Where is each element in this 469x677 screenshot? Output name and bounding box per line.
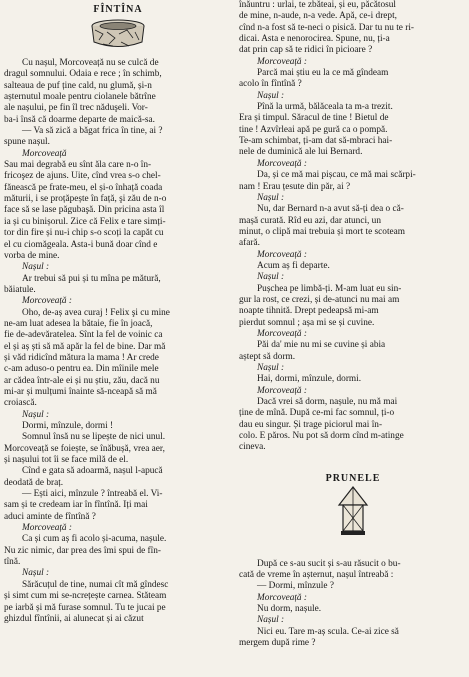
- text-line: — Va să zică a băgat frica în tine, ai ?: [22, 126, 163, 137]
- text-line: gur la rost, ce crezi, și de-atunci nu mai am: [239, 294, 400, 305]
- text-line: tine ! Azvîrleai apă pe gură ca o pompă.: [239, 124, 388, 135]
- text-line: ghizdul fîntînii, ai alunecat și ai căzut: [4, 613, 144, 624]
- speaker-label: Nașul :: [257, 272, 285, 283]
- speaker-label: Morcoveață :: [257, 385, 307, 396]
- speaker-label: Morcoveață :: [257, 56, 307, 67]
- text-line: așternutul moale pentru ciolanele bătrîne: [4, 92, 156, 103]
- speaker-label: Morcoveață :: [257, 158, 307, 169]
- text-line: c-am aduso-o pentru ea. Din mîinile mele: [4, 364, 159, 375]
- text-line: colo. E păros. Nu pot să dorm cînd m-atinge: [239, 431, 404, 442]
- speaker-label: Morcoveață :: [257, 592, 307, 603]
- text-line: ține de mînă. După ce-mi fac somnul, ți-o: [239, 408, 395, 419]
- speaker-label: Morcoveață: [22, 148, 67, 159]
- text-line: — Ești aici, mînzule ? întreabă el. Vi-: [22, 489, 163, 500]
- text-line: — Dormi, mînzule ?: [257, 581, 334, 592]
- text-line: ale nașului, pe fin îl trec năduşeli. Vor-: [4, 103, 148, 114]
- text-line: Pușchea pe limbă-ți. M-am luat eu sin-: [257, 283, 402, 294]
- text-line: aduci aminte de fîntînă ?: [4, 511, 96, 522]
- speaker-label: Nașul :: [22, 262, 50, 273]
- right-text-block-top: [239, 0, 467, 454]
- text-line: Nu, dar Bernard n-a avut să-ți dea o că-: [257, 204, 404, 215]
- text-line: ba-i însă că doarme departe de maică-sa.: [4, 114, 155, 125]
- text-line: înăuntru : urlai, te zbăteai, și eu, păcătosul: [239, 0, 396, 10]
- right-column: [239, 0, 467, 650]
- text-line: Cu nașul, Morcoveață nu se culcă de: [22, 58, 159, 68]
- text-line: fănească pe frate-meu, el și-o înhață coada: [4, 182, 163, 193]
- speaker-label: Morcoveață :: [257, 328, 307, 339]
- text-line: și simt cum mi se-ncrețește carnea. Stăteam: [4, 591, 167, 602]
- text-line: cineva.: [239, 442, 266, 453]
- text-line: Oho, de-aș avea curaj ! Felix şi cu mine: [22, 307, 170, 318]
- text-line: croiască.: [4, 398, 37, 409]
- text-line: Somnul însă nu se lipește de nici unul.: [22, 432, 166, 443]
- text-line: Nici eu. Tare m-aș scula. Ce-ai zice să: [257, 626, 399, 637]
- text-line: Nu dorm, nașule.: [257, 604, 322, 615]
- speaker-label: Nașul :: [22, 568, 50, 579]
- speaker-label: Morcoveață :: [22, 523, 72, 534]
- left-column: [4, 0, 232, 625]
- fountain-vignette-icon: [89, 16, 147, 52]
- text-line: acolo în fîntînă ?: [239, 79, 302, 90]
- speaker-label: Nașul :: [257, 615, 285, 626]
- text-line: pierdut somnul ; așa mi se și cuvine.: [239, 317, 375, 328]
- text-line: fricoşez de ajuns. Uite, cînd vrea s-o chel-: [4, 171, 161, 182]
- text-line: Dormi, mînzule, dormi !: [22, 421, 114, 431]
- text-line: Păi da' mie nu mi se cuvine și abia: [257, 340, 386, 351]
- text-line: tînă.: [4, 557, 21, 568]
- text-line: Cînd e gata să adoarmă, nașul l-apucă: [22, 466, 163, 477]
- text-line: Sau mai degrabă eu sînt ăla care n-o în-: [4, 160, 152, 171]
- text-line: nam ! Erau țesute din păr, ai ?: [239, 181, 351, 192]
- text-line: Ar trebui să pui și tu mîna pe mătură,: [22, 273, 161, 284]
- lantern-vignette-icon: [333, 485, 373, 539]
- text-line: dau eu singur. Și trage piciorul mai în-: [239, 419, 383, 430]
- speaker-label: Nașul :: [257, 192, 285, 203]
- text-line: tor din fire și nu-i chip s-o scoți la capăt cu: [4, 228, 164, 239]
- text-line: aștept să dorm.: [239, 351, 296, 362]
- speaker-label: Nașul :: [257, 363, 285, 373]
- text-line: ia și cu binișorul. Zice că Felix e tare simți-: [4, 216, 166, 227]
- text-line: Parcă mai știu eu la ce mă gîndeam: [257, 68, 389, 79]
- text-line: dicai. Asta e nenorocirea. Spune, nu, ți-a: [239, 34, 390, 45]
- text-line: afară.: [239, 238, 260, 249]
- text-line: pe iarbă și mă furase somnul. Tu te jucai pe: [4, 602, 166, 613]
- speaker-label: Morcoveață :: [257, 249, 307, 260]
- text-line: Nu zic nimic, dar prea des îmi spui de fîn-: [4, 545, 161, 556]
- text-line: Acum aș fi departe.: [257, 260, 330, 271]
- text-line: noapte tihnită. Drept pedeapsă mi-am: [239, 306, 379, 317]
- right-text-block-bottom: [239, 559, 467, 650]
- text-line: face să se lase păgubaşă. Din pricina asta îl: [4, 205, 165, 216]
- text-line: cată de vreme în așternut, nașul întreabă :: [239, 570, 394, 581]
- text-line: dat prin cap să te ridici în picioare ?: [239, 45, 373, 56]
- text-line: spune nașul.: [4, 137, 50, 148]
- left-text-block: [4, 58, 232, 625]
- text-line: Sărăcuțul de tine, numai cît mă gîndesc: [22, 579, 169, 590]
- text-line: După ce s-au sucit și s-au răsucit o bu-: [257, 558, 401, 569]
- text-line: cînd n-a fost să te-neci o pisică. Dar tu nu te ri-: [239, 22, 415, 33]
- text-line: Morcoveață se foiește, se înăbușă, vrea aer,: [4, 443, 165, 454]
- chapter-title-fintina: FÎNTÎNA: [93, 4, 143, 15]
- text-line: mergem după rime ?: [239, 638, 316, 649]
- text-line: salteaua de puf ține cald, nu glumă, și-n: [4, 80, 152, 91]
- text-line: Da, și ce mă mai pișcau, ce mă mai scărpi-: [257, 170, 416, 181]
- text-line: fie de-adevăratelea. Sînt la fel de voinic ca: [4, 330, 163, 341]
- text-line: de mine, n-aude, n-a vede. Apă, ce-i drept,: [239, 11, 397, 22]
- speaker-label: Nașul :: [22, 409, 50, 420]
- text-line: Pînă la urmă, bălăceala ta m-a trezit.: [257, 102, 393, 113]
- text-line: băiatule.: [4, 284, 36, 295]
- text-line: Ca și cum aș fi acolo și-acuma, nașule.: [22, 534, 167, 545]
- text-line: Era și timpul. Săracul de tine ! Bietul de: [239, 113, 389, 124]
- text-line: mașă curată. Rîd eu azi, dar atunci, un: [239, 215, 381, 226]
- text-line: mi-ar și mulțumi înainte să-nceapă să mă: [4, 386, 157, 397]
- text-line: el și aș ști să mă apăr la fel de bine. Dar mă: [4, 341, 166, 352]
- text-line: nele de duminică ale lui Bernard.: [239, 147, 363, 158]
- speaker-label: Nașul :: [257, 90, 285, 101]
- text-line: măturii, i se proțăpește în față, şi zău de n-o: [4, 194, 167, 205]
- text-line: Dacă vrei să dorm, nașule, nu mă mai: [257, 397, 398, 408]
- text-line: Te-am schimbat, ți-am dat să-mbraci hai-: [239, 136, 393, 147]
- text-line: și văd ridicînd mătura la mama ! Ar crede: [4, 352, 159, 363]
- text-line: vorba de mine.: [4, 250, 60, 261]
- text-line: ne-am luat adesea la bătaie, fie în joacă,: [4, 318, 153, 329]
- text-line: și nașului tot îi se face milă de el.: [4, 455, 129, 466]
- speaker-label: Morcoveață :: [22, 296, 72, 307]
- text-line: el cu ciomăgeala. Asta-i bună doar cînd e: [4, 239, 158, 250]
- chapter-title-prunele: PRUNELE: [325, 472, 381, 484]
- text-line: Hai, dormi, mînzule, dormi.: [257, 374, 362, 385]
- text-line: dragul somnului. Odaia e rece ; în schimb,: [4, 69, 162, 80]
- text-line: deodată de braț.: [4, 477, 64, 488]
- text-line: minut, o clipă mai trebuia și mort te scoteam: [239, 226, 406, 237]
- text-line: ar cădea într-ale ei și nu știu, zău, dacă nu: [4, 375, 160, 386]
- text-line: sam și te credeam iar în fîntînă. Îți mai: [4, 500, 148, 511]
